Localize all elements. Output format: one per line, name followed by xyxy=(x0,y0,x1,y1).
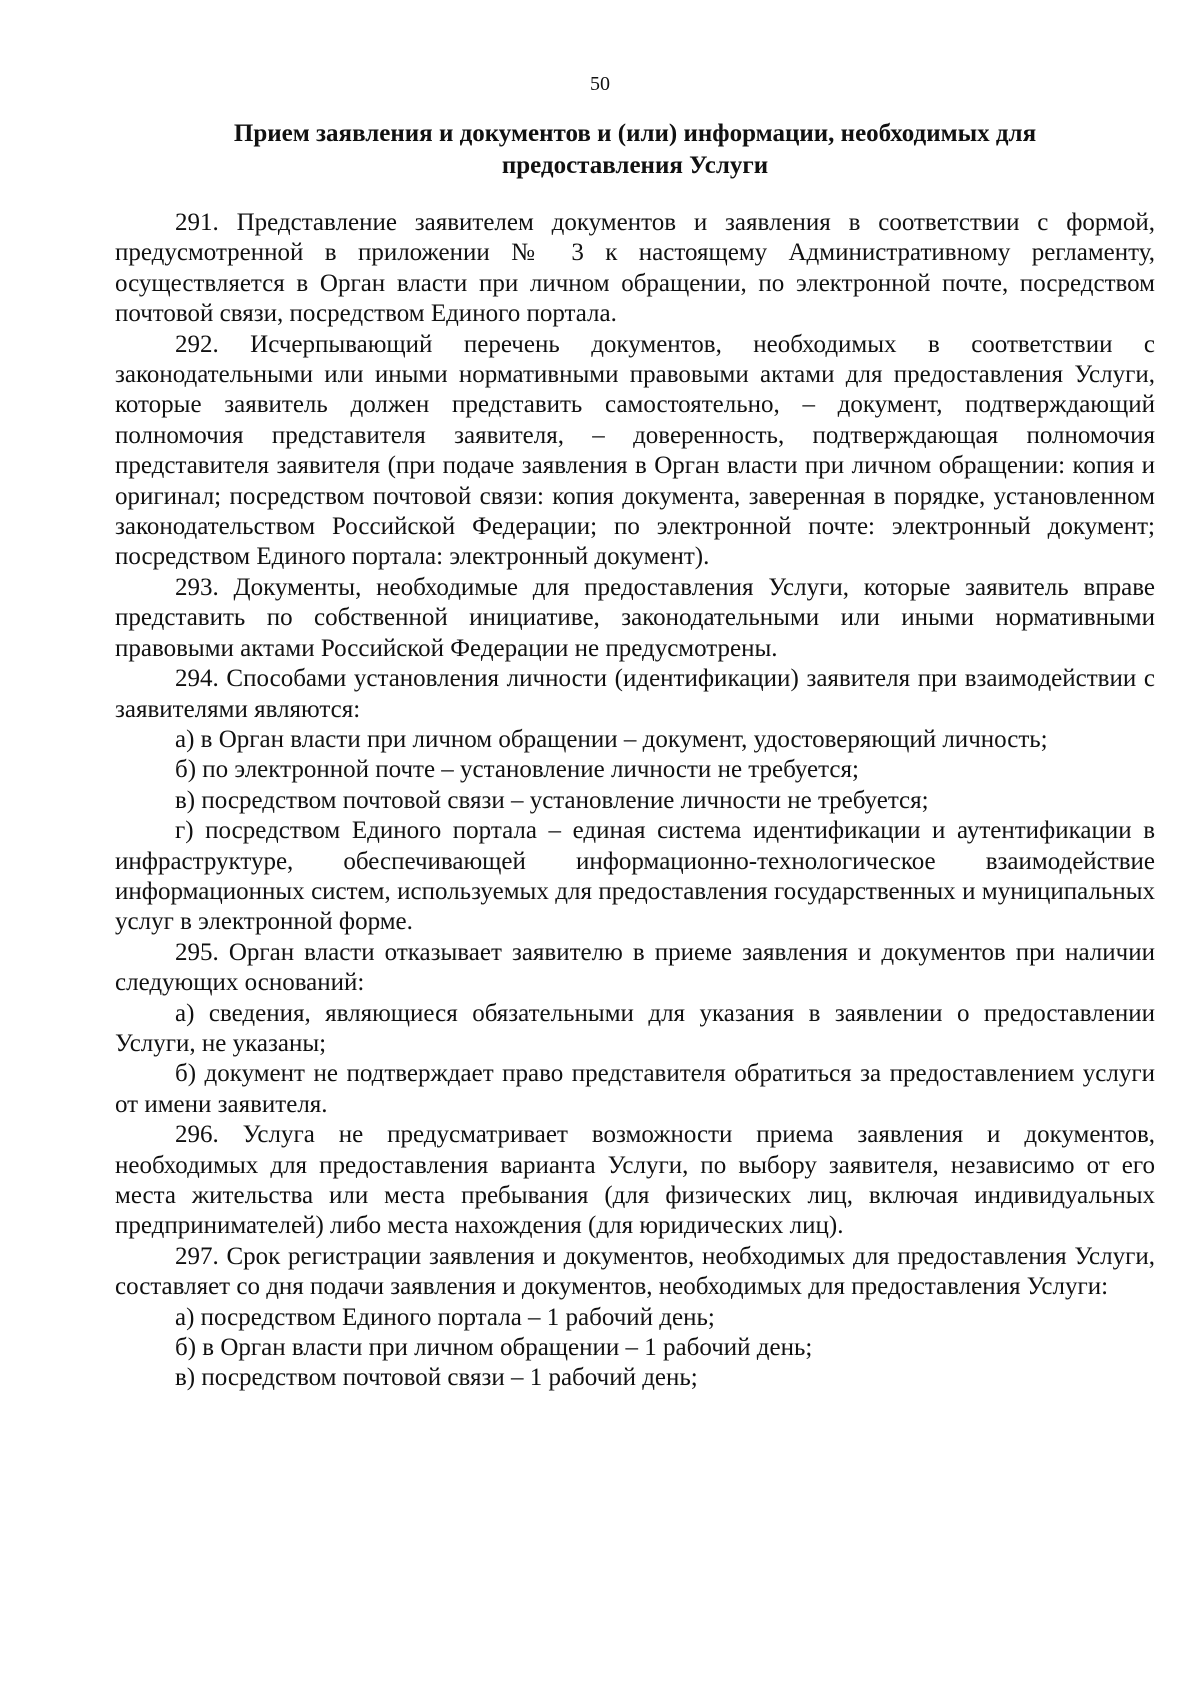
section-heading-line-1: Прием заявления и документов и (или) информации, необходимых для xyxy=(233,120,1037,147)
list-item-297-b: б) в Орган власти при личном обращении – 1 рабочий день; xyxy=(175,1334,813,1362)
paragraph-296: 296. Услуга не предусматривает возможности приема заявления и документов, необходимых для предоставления варианта Услуги, по выбору заявителя, независимо от его места жительства или места пребывания (для физических лиц, включая индивидуальных предпринимателей) либо места нахождения (для юридических лиц). xyxy=(115,1121,1155,1240)
paragraph-293: 293. Документы, необходимые для предоставления Услуги, которые заявитель вправе представить по собственной инициативе, законодательными или иными нормативными правовыми актами Российской Федерации не предусмотрены. xyxy=(115,573,1155,662)
list-item-297-a: а) посредством Единого портала – 1 рабочий день; xyxy=(175,1303,715,1331)
list-item-294-v: в) посредством почтовой связи – установление личности не требуется; xyxy=(175,786,929,814)
paragraph-295: 295. Орган власти отказывает заявителю в приеме заявления и документов при наличии следующих оснований: xyxy=(115,938,1155,997)
paragraph-297: 297. Срок регистрации заявления и документов, необходимых для предоставления Услуги, составляет со дня подачи заявления и документов, необходимых для предоставления Услуги: xyxy=(115,1242,1155,1301)
list-item-294-b: б) по электронной почте – установление личности не требуется; xyxy=(175,756,859,784)
list-item-294-a: а) в Орган власти при личном обращении – документ, удостоверяющий личность; xyxy=(175,725,1048,753)
list-item-295-b: б) документ не подтверждает право представителя обратиться за предоставлением услуги от имени заявителя. xyxy=(115,1060,1155,1118)
list-item-295-a: а) сведения, являющиеся обязательными для указания в заявлении о предоставлении Услуги, не указаны; xyxy=(115,999,1155,1057)
section-heading-line-2: предоставления Услуги xyxy=(501,152,769,179)
paragraph-291: 291. Представление заявителем документов и заявления в соответствии с формой, предусмотренной в приложении № 3 к настоящему Административному регламенту, осуществляется в Орган власти при личном обращении, по электронной почте, посредством почтовой связи, посредством Единого портала. xyxy=(115,209,1155,328)
paragraph-294: 294. Способами установления личности (идентификации) заявителя при взаимодействии с заявителями являются: xyxy=(115,665,1155,723)
paragraph-292: 292. Исчерпывающий перечень документов, необходимых в соответствии с законодательными или иными нормативными правовыми актами для предоставления Услуги, которые заявитель должен представить самостоятельно, – документ, подтверждающий полномочия представителя заявителя, – доверенность, подтверждающая полномочия представителя заявителя (при подаче заявления в Орган власти при личном обращении: копия и оригинал; посредством почтовой связи: копия документа, заверенная в порядке, установленном законодательством Российской Федерации; по электронной почте: электронный документ; посредством Единого портала: электронный документ). xyxy=(115,330,1155,571)
page-number: 50 xyxy=(590,73,610,95)
document-body xyxy=(115,208,1155,1394)
list-item-297-v: в) посредством почтовой связи – 1 рабочий день; xyxy=(175,1364,698,1392)
list-item-294-g: г) посредством Единого портала – единая система идентификации и аутентификации в инфраструктуре, обеспечивающей информационно-технологическое взаимодействие информационных систем, используемых для предоставления государственных и муниципальных услуг в электронной форме. xyxy=(115,817,1155,936)
section-heading xyxy=(115,118,1155,182)
